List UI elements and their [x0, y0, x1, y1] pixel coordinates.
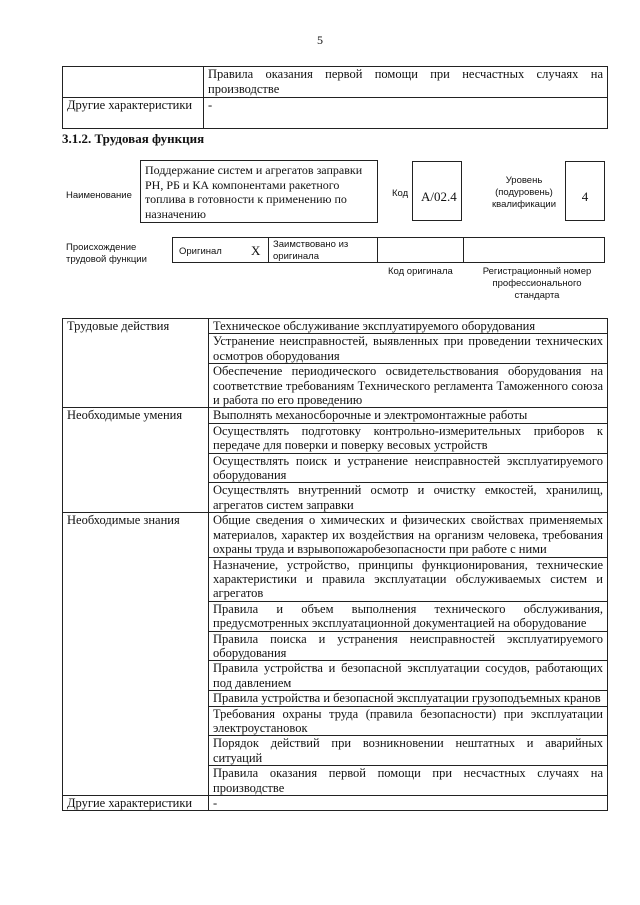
knowledge-item: Порядок действий при возникновении нештатных и аварийных ситуаций	[209, 736, 608, 766]
table-row	[63, 796, 608, 811]
table-row	[63, 408, 608, 423]
skill-item: Осуществлять поиск и устранение неисправностей эксплуатируемого оборудования	[209, 453, 608, 483]
table-row	[63, 319, 608, 334]
divider	[463, 237, 464, 263]
continuation-table	[62, 66, 608, 129]
code-box: А/02.4	[412, 161, 462, 221]
row-label: Другие характеристики	[63, 98, 204, 129]
row-label	[63, 67, 204, 98]
knowledge-item: Правила устройства и безопасной эксплуатации грузоподъемных кранов	[209, 691, 608, 706]
code-label: Код	[392, 188, 409, 199]
other-label: Другие характеристики	[63, 796, 209, 811]
skill-item: Осуществлять внутренний осмотр и очистку емкостей, хранилищ, агрегатов систем заправки	[209, 483, 608, 513]
table-row	[63, 98, 608, 129]
knowledge-item: Назначение, устройство, принципы функционирования, технические характеристики и правила эксплуатации обслуживаемых систем и агрегатов	[209, 557, 608, 601]
other-value: -	[209, 796, 608, 811]
table-row	[63, 67, 608, 98]
original-mark: X	[251, 243, 261, 258]
divider	[268, 237, 269, 263]
skill-item: Осуществлять подготовку контрольно-измерительных приборов к передаче для поверки и поверку весовых устройств	[209, 423, 608, 453]
skills-label: Необходимые умения	[63, 408, 209, 513]
level-label: Уровень (подуровень) квалификации	[491, 175, 557, 210]
name-label: Наименование	[66, 190, 132, 201]
section-title: 3.1.2. Трудовая функция	[62, 131, 205, 146]
table-row	[63, 513, 608, 557]
labor-actions-label: Трудовые действия	[63, 319, 209, 408]
labor-action-item: Обеспечение периодического освидетельствования оборудования на соответствие требованиям Технического регламента Таможенного союза и работа по его проведению	[209, 364, 608, 408]
row-value: Правила оказания первой помощи при несчастных случаях на производстве	[204, 67, 608, 98]
origin-label: Происхождение трудовой функции	[66, 242, 147, 265]
knowledge-label: Необходимые знания	[63, 513, 209, 796]
divider	[377, 237, 378, 263]
function-details-table	[62, 318, 608, 811]
origin-row	[172, 237, 605, 263]
labor-action-item: Техническое обслуживание эксплуатируемого оборудования	[209, 319, 608, 334]
knowledge-item: Правила устройства и безопасной эксплуатации сосудов, работающих под давлением	[209, 661, 608, 691]
knowledge-item: Правила оказания первой помощи при несчастных случаях на производстве	[209, 766, 608, 796]
row-value: -	[204, 98, 608, 129]
borrowed-label: Заимствовано из оригинала	[273, 239, 349, 262]
knowledge-item: Требования охраны труда (правила безопасности) при эксплуатации электроустановок	[209, 706, 608, 736]
code-original-label: Код оригинала	[388, 266, 453, 277]
knowledge-item: Правила поиска и устранения неисправностей эксплуатируемого оборудования	[209, 631, 608, 661]
page-number: 5	[317, 33, 323, 47]
original-label: Оригинал	[179, 246, 222, 257]
skill-item: Выполнять механосборочные и электромонтажные работы	[209, 408, 608, 423]
function-name-box: Поддержание систем и агрегатов заправки РН, РБ и КА компонентами ракетного топлива в готовности к применению по назначению	[140, 160, 378, 223]
reg-number-label: Регистрационный номер профессионального стандарта	[482, 266, 592, 301]
level-box: 4	[565, 161, 605, 221]
labor-action-item: Устранение неисправностей, выявленных при проведении технических осмотров оборудования	[209, 334, 608, 364]
knowledge-item: Правила и объем выполнения технического обслуживания, предусмотренных эксплуатационной документацией на оборудование	[209, 601, 608, 631]
knowledge-item: Общие сведения о химических и физических свойствах применяемых материалов, характер их воздействия на организм человека, требования охраны труда и взрывопожаробезопасности при работе с ними	[209, 513, 608, 557]
